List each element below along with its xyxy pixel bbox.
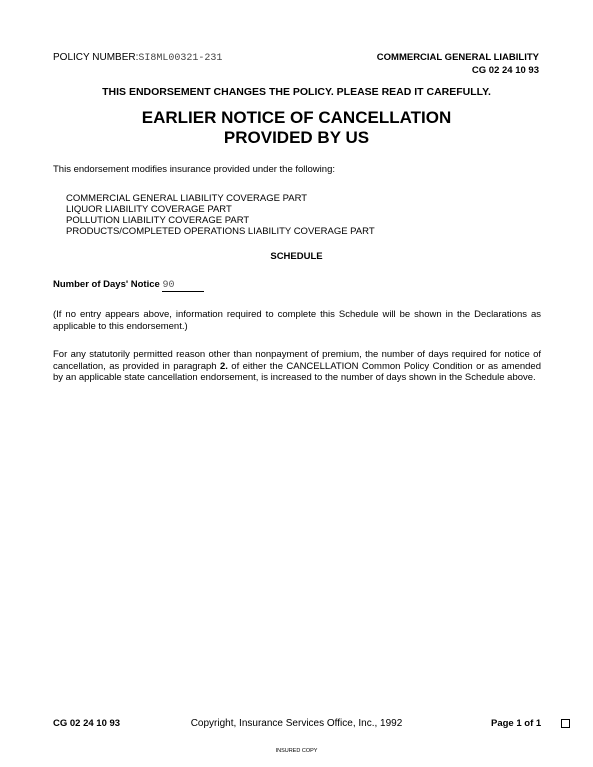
coverage-parts-list: [66, 193, 375, 237]
document-title: [0, 108, 593, 148]
endorsement-notice: THIS ENDORSEMENT CHANGES THE POLICY. PLEASE READ IT CAREFULLY.: [102, 86, 491, 98]
paragraph-reference: 2.: [219, 360, 228, 372]
form-number-header: CG 02 24 10 93: [471, 65, 539, 76]
insured-copy-label: INSURED COPY: [275, 748, 318, 754]
coverage-part-item: COMMERCIAL GENERAL LIABILITY COVERAGE PART: [66, 193, 308, 204]
title-line-2: PROVIDED BY US: [223, 128, 370, 147]
schedule-note: (If no entry appears above, information required to complete this Schedule will be shown in the Declarations as applicable to this endorsement.): [53, 309, 541, 332]
days-notice-value: 90: [162, 280, 204, 292]
form-header: [377, 51, 539, 77]
footer-checkbox-icon: [561, 719, 570, 728]
intro-text: This endorsement modifies insurance provided under the following:: [53, 164, 335, 175]
policy-number-label: POLICY NUMBER:: [53, 52, 139, 63]
provision-text-2: of either the CANCELLATION Common Policy Condition or as amended by an applicable state cancellation endorsement, is increased to the number of days shown in the Schedule above.: [53, 360, 541, 383]
coverage-part-item: PRODUCTS/COMPLETED OPERATIONS LIABILITY COVERAGE PART: [66, 226, 375, 237]
days-notice-label: Number of Days' Notice: [53, 279, 160, 290]
provision-text-1: For any statutorily permitted reason other than nonpayment of premium, the number of days required for notice of cancellation, as provided in paragraph: [53, 349, 541, 372]
schedule-heading: SCHEDULE: [270, 251, 323, 262]
coverage-part-item: LIQUOR LIABILITY COVERAGE PART: [66, 204, 232, 215]
coverage-part-item: POLLUTION LIABILITY COVERAGE PART: [66, 215, 250, 226]
days-notice-row: [53, 279, 204, 292]
title-line-1: EARLIER NOTICE OF CANCELLATION: [141, 108, 452, 127]
footer-copyright: Copyright, Insurance Services Office, Inc., 1992: [190, 718, 403, 729]
policy-number-value: SI8ML00321-231: [138, 53, 223, 64]
cancellation-provision: [53, 349, 541, 384]
footer-form-number: CG 02 24 10 93: [53, 718, 121, 729]
footer-page-number: Page 1 of 1: [491, 718, 542, 729]
policy-number: [53, 52, 222, 64]
line-of-business: COMMERCIAL GENERAL LIABILITY: [376, 52, 539, 63]
